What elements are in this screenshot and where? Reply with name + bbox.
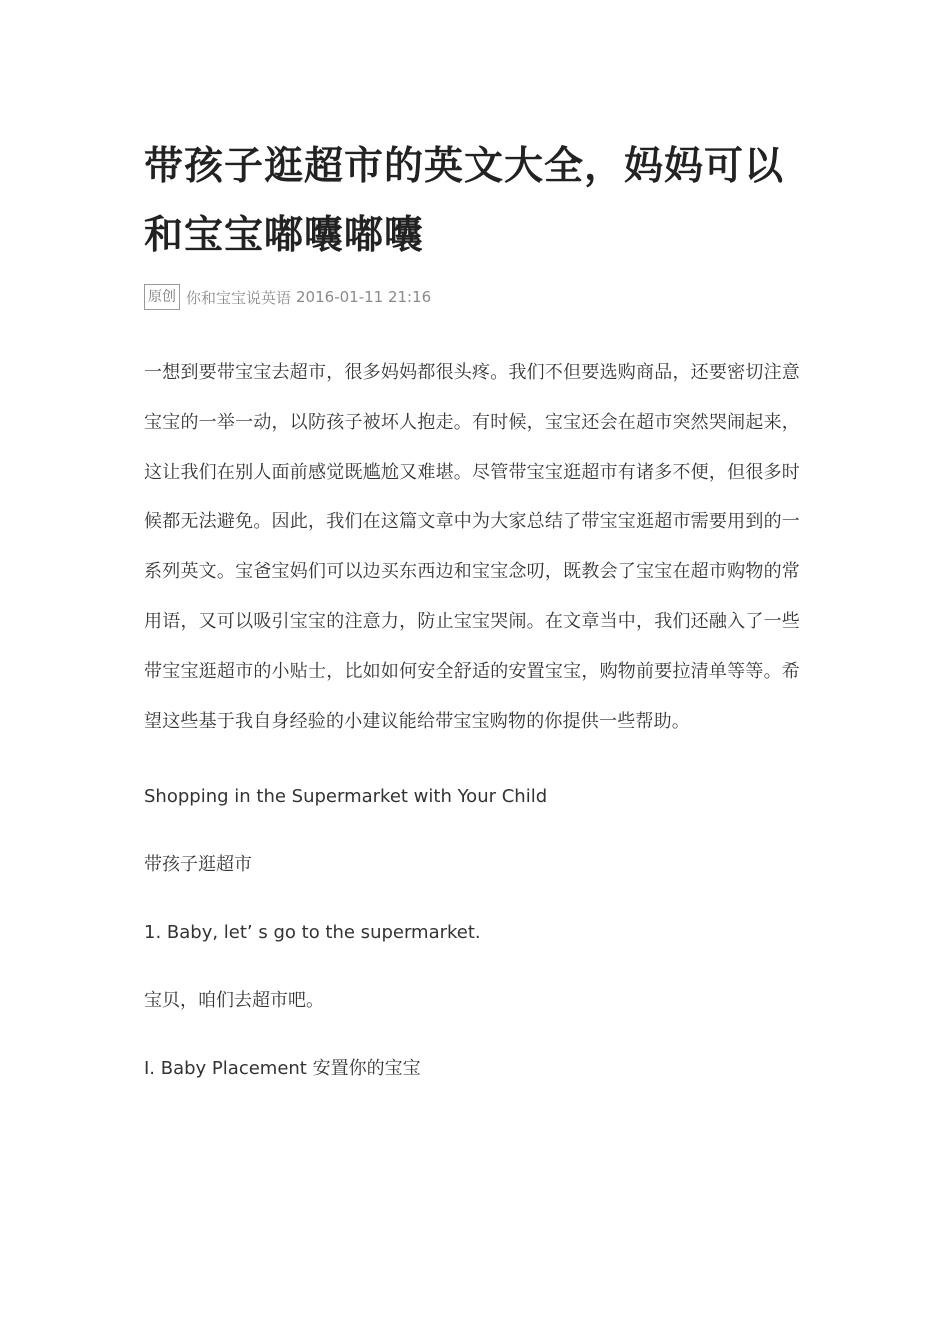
article bbox=[144, 132, 800, 1086]
original-badge: 原创 bbox=[144, 284, 180, 310]
article-body bbox=[144, 348, 800, 1086]
article-meta bbox=[144, 284, 800, 310]
intro-paragraph: 一想到要带宝宝去超市，很多妈妈都很头疼。我们不但要选购商品，还要密切注意宝宝的一举一动，以防孩子被坏人抱走。有时候，宝宝还会在超市突然哭闹起来，这让我们在别人面前感觉既尴尬又难堪。尽管带宝宝逛超市有诸多不便，但很多时候都无法避免。因此，我们在这篇文章中为大家总结了带宝宝逛超市需要用到的一系列英文。宝爸宝妈们可以边买东西边和宝宝念叨，既教会了宝宝在超市购物的常用语，又可以吸引宝宝的注意力，防止宝宝哭闹。在文章当中，我们还融入了一些带宝宝逛超市的小贴士，比如如何安全舒适的安置宝宝，购物前要拉清单等等。希望这些基于我自身经验的小建议能给带宝宝购物的你提供一些帮助。 bbox=[144, 362, 800, 732]
publish-datetime: 2016-01-11 21:16 bbox=[296, 288, 432, 306]
sentence-zh: 宝贝，咱们去超市吧。 bbox=[144, 990, 324, 1012]
article-title: 带孩子逛超市的英文大全，妈妈可以和宝宝嘟囔嘟囔 bbox=[144, 144, 785, 258]
subsection-heading: I. Baby Placement 安置你的宝宝 bbox=[144, 1058, 421, 1080]
sentence-en: 1. Baby, let’ s go to the supermarket. bbox=[144, 922, 481, 944]
author-link[interactable]: 你和宝宝说英语 bbox=[186, 288, 292, 307]
section-heading-en: Shopping in the Supermarket with Your Child bbox=[144, 786, 548, 808]
section-heading-zh: 带孩子逛超市 bbox=[144, 854, 252, 876]
